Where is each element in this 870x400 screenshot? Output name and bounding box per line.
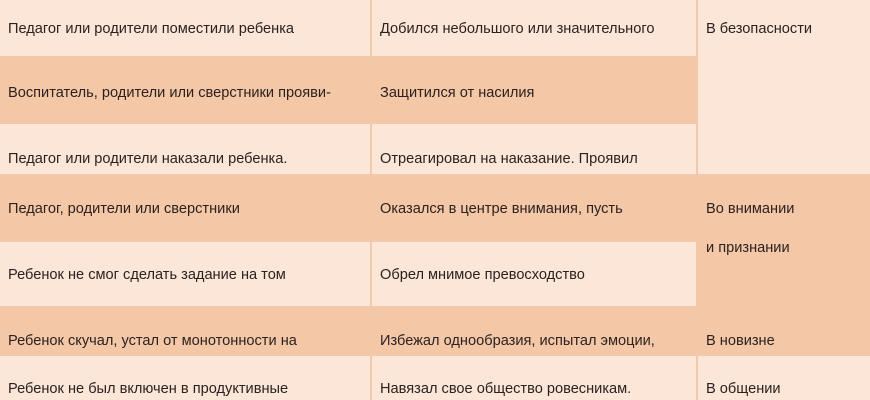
text-line: Во внимании xyxy=(706,200,795,217)
situation-cell xyxy=(0,356,370,400)
situation-cell xyxy=(0,242,370,306)
text-line: Педагог или родители поместили ребенка xyxy=(8,20,295,37)
text-line: Отреагировал на наказание. Проявил xyxy=(380,150,638,167)
situation-cell xyxy=(0,0,370,56)
text-line xyxy=(8,239,364,241)
need-cell xyxy=(698,308,870,354)
text-line: и признании xyxy=(706,239,790,256)
text-line xyxy=(380,305,690,307)
text-line: Обрел мнимое превосходство xyxy=(380,266,585,283)
result-cell xyxy=(372,242,696,306)
situation-cell xyxy=(0,124,370,174)
situation-cell xyxy=(0,176,370,240)
text-line: Ребенок не был включен в продуктивные xyxy=(8,380,289,397)
result-cell xyxy=(372,356,696,400)
text-line: Оказался в центре внимания, пусть xyxy=(380,200,623,217)
situation-cell xyxy=(0,308,370,354)
result-cell xyxy=(372,0,696,56)
need-cell xyxy=(698,176,870,306)
text-line: Добился небольшого или значительного xyxy=(380,20,655,37)
need-cell xyxy=(698,356,870,400)
text-line: Ребенок не смог сделать задание на том xyxy=(8,266,286,283)
text-line: В безопасности xyxy=(706,20,813,37)
result-cell xyxy=(372,58,696,122)
result-cell xyxy=(372,176,696,240)
text-line: Навязал свое общество ровесникам. xyxy=(380,380,632,397)
result-cell xyxy=(372,124,696,174)
text-line: Ребенок скучал, устал от монотонности на xyxy=(8,332,297,349)
text-line: Воспитатель, родители или сверстники прояви- xyxy=(8,84,331,101)
need-cell xyxy=(698,0,870,174)
text-line: В общении xyxy=(706,380,781,397)
text-line: Педагог, родители или сверстники xyxy=(8,200,240,217)
result-cell xyxy=(372,308,696,354)
text-line xyxy=(8,305,364,307)
text-line: Избежал однообразия, испытал эмоции, xyxy=(380,332,655,349)
situation-cell xyxy=(0,58,370,122)
text-line xyxy=(380,239,690,241)
text-line: В новизне xyxy=(706,332,775,349)
text-line: Педагог или родители наказали ребенка. xyxy=(8,150,288,167)
text-line: Защитился от насилия xyxy=(380,84,535,101)
